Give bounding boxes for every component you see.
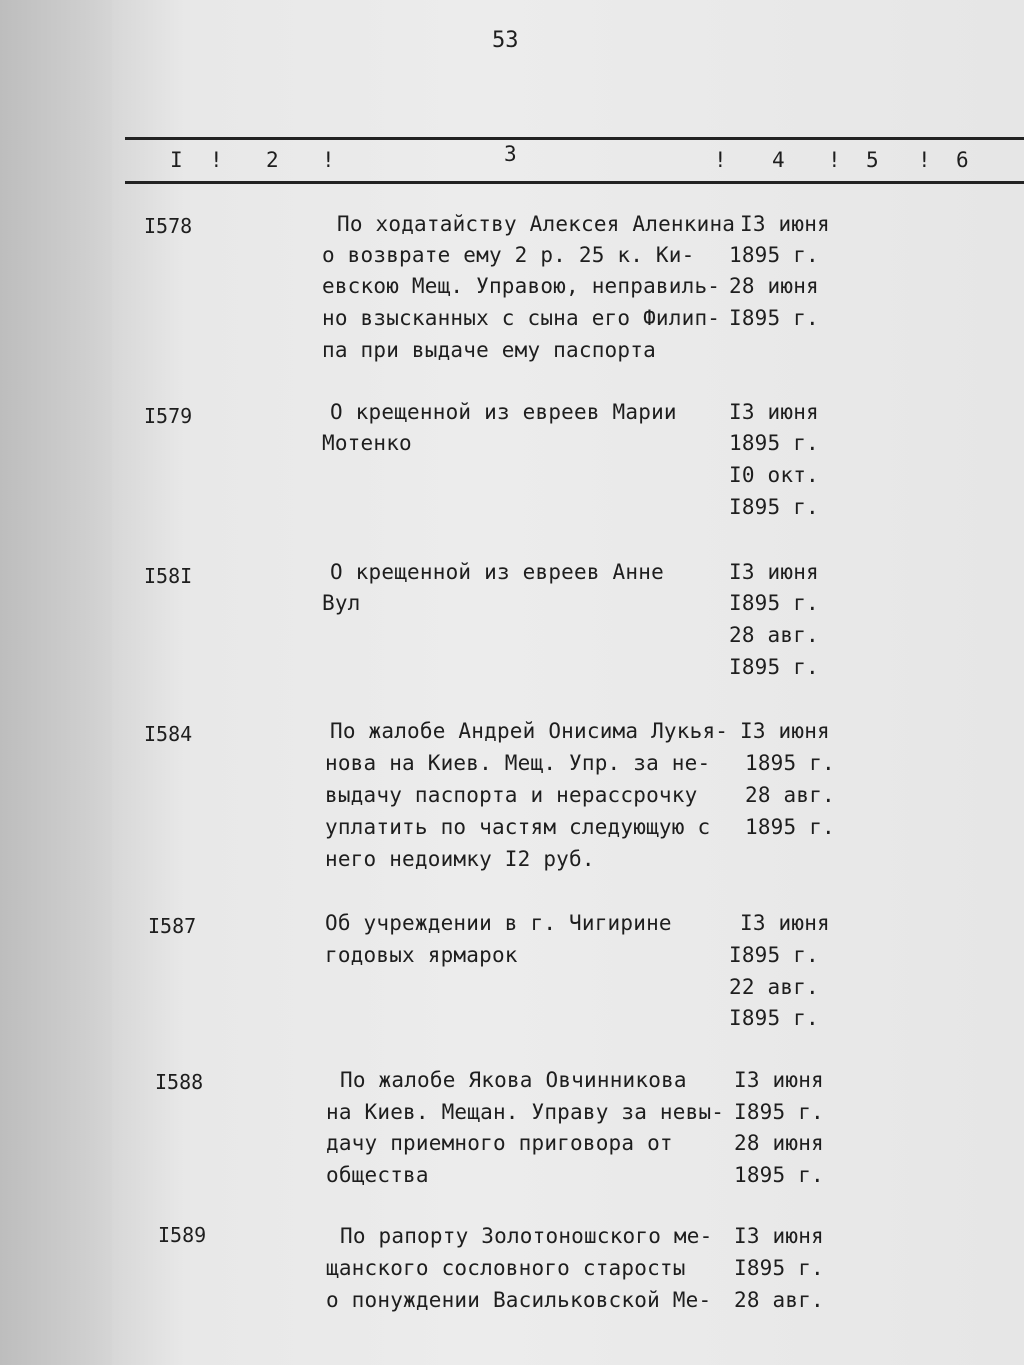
document-page	[112, 0, 1024, 1365]
record-number: I587	[148, 914, 197, 938]
column-separator: !	[322, 148, 335, 172]
column-header-6: 6	[956, 148, 969, 172]
record-description-line: Мотенко	[322, 431, 412, 455]
record-description-line: Об учреждении в г. Чигирине	[325, 911, 672, 935]
record-date: I895 г.	[729, 943, 819, 967]
record-date: I3 июня	[740, 719, 830, 743]
record-description-line: выдачу паспорта и нерассрочку	[325, 783, 698, 807]
record-description-line: По ходатайству Алексея Аленкина	[337, 212, 736, 236]
record-date: 28 июня	[729, 274, 819, 298]
column-header-4: 4	[772, 148, 785, 172]
record-date: 1895 г.	[734, 1163, 824, 1187]
record-number: I589	[158, 1223, 207, 1247]
record-date: 1895 г.	[729, 243, 819, 267]
column-separator: !	[828, 148, 841, 172]
column-header-5: 5	[866, 148, 879, 172]
column-separator: !	[714, 148, 727, 172]
record-number: I588	[155, 1070, 204, 1094]
column-separator: !	[918, 148, 931, 172]
column-header-2: 2	[266, 148, 279, 172]
record-date: 22 авг.	[729, 975, 819, 999]
record-date: I895 г.	[729, 591, 819, 615]
record-date: I895 г.	[729, 495, 819, 519]
record-date: I3 июня	[734, 1068, 824, 1092]
record-date: I3 июня	[729, 400, 819, 424]
record-date: I3 июня	[729, 560, 819, 584]
record-date: 28 авг.	[734, 1288, 824, 1312]
header-rule-top	[125, 137, 1024, 140]
record-date: 28 авг.	[729, 623, 819, 647]
column-separator: !	[210, 148, 223, 172]
page-number: 53	[492, 28, 519, 53]
record-description-line: нова на Киев. Мещ. Упр. за не-	[325, 751, 711, 775]
record-number: I58I	[144, 564, 193, 588]
record-description-line: Вул	[322, 591, 361, 615]
record-date: 28 июня	[734, 1131, 824, 1155]
record-date: 1895 г.	[745, 815, 835, 839]
record-description-line: о возврате ему 2 р. 25 к. Ки-	[322, 243, 695, 267]
record-description-line: о понуждении Васильковской Ме-	[326, 1288, 712, 1312]
record-description-line: па при выдаче ему паспорта	[322, 338, 656, 362]
record-description-line: годовых ярмарок	[325, 943, 518, 967]
record-description-line: общества	[326, 1163, 429, 1187]
column-header-1: I	[170, 148, 183, 172]
record-description-line: щанского сословного старосты	[326, 1256, 686, 1280]
record-description-line: О крещенной из евреев Анне	[330, 560, 664, 584]
record-date: I895 г.	[734, 1100, 824, 1124]
record-number: I578	[144, 214, 193, 238]
record-date: I0 окт.	[729, 463, 819, 487]
record-description-line: но взысканных с сына его Филип-	[322, 306, 721, 330]
record-description-line: По жалобе Якова Овчинникова	[340, 1068, 687, 1092]
record-description-line: По рапорту Золотоношского ме-	[340, 1224, 713, 1248]
record-description-line: О крещенной из евреев Марии	[330, 400, 677, 424]
record-description-line: уплатить по частям следующую с	[325, 815, 711, 839]
record-date: 28 авг.	[745, 783, 835, 807]
record-date: I895 г.	[729, 1006, 819, 1030]
record-number: I579	[144, 404, 193, 428]
record-description-line: на Киев. Мещан. Управу за невы-	[326, 1100, 725, 1124]
record-date: I895 г.	[734, 1256, 824, 1280]
record-description-line: По жалобе Андрей Онисима Лукья-	[330, 719, 729, 743]
record-date: I3 июня	[740, 911, 830, 935]
column-header-3: 3	[504, 142, 517, 166]
record-date: I3 июня	[734, 1224, 824, 1248]
record-date: 1895 г.	[729, 431, 819, 455]
record-date: I895 г.	[729, 306, 819, 330]
record-description-line: евскою Мещ. Управою, неправиль-	[322, 274, 721, 298]
record-description-line: дачу приемного приговора от	[326, 1131, 673, 1155]
record-description-line: него недоимку I2 руб.	[325, 847, 595, 871]
header-rule-bottom	[125, 181, 1024, 184]
record-date: I3 июня	[740, 212, 830, 236]
record-date: 1895 г.	[745, 751, 835, 775]
record-number: I584	[144, 722, 193, 746]
record-date: I895 г.	[729, 655, 819, 679]
